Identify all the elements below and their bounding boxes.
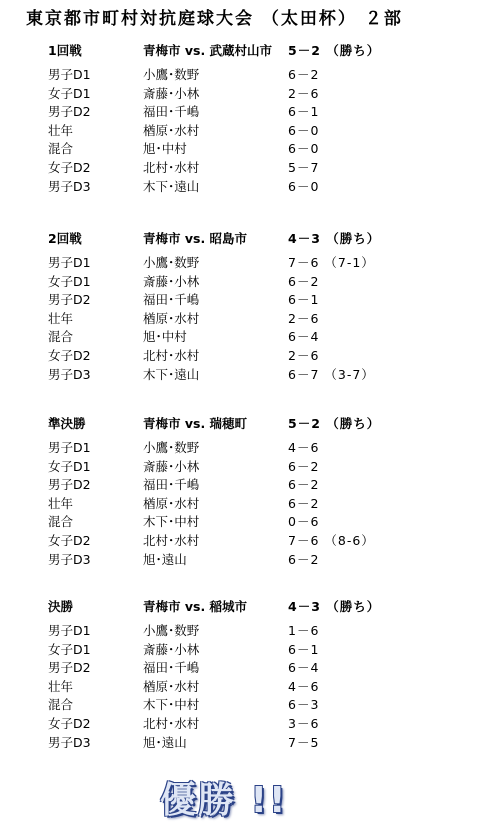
match-score: 6－1 xyxy=(288,104,320,120)
match-row xyxy=(48,178,488,197)
match-score: 3－6 xyxy=(288,715,320,731)
match-players: 楢原･水村 xyxy=(143,122,200,138)
match-category: 女子D2 xyxy=(48,532,91,548)
match-category: 男子D3 xyxy=(48,366,91,382)
match-row xyxy=(48,458,488,477)
match-players: 木下･遠山 xyxy=(143,178,200,194)
match-category: 男子D1 xyxy=(48,255,91,270)
match-category: 壮年 xyxy=(48,678,74,694)
round-result: 4－3 （勝ち） xyxy=(288,599,381,614)
match-category: 男子D2 xyxy=(48,660,91,676)
match-row xyxy=(48,476,488,495)
round-name: 決勝 xyxy=(48,599,74,614)
match-category: 男子D1 xyxy=(48,440,91,455)
match-players: 旭･中村 xyxy=(143,141,187,157)
page-title: 東京都市町村対抗庭球大会 （太田杯） ２部 xyxy=(26,9,403,29)
match-score: 6－0 xyxy=(288,178,320,194)
round-header xyxy=(48,228,488,250)
match-row xyxy=(48,678,488,697)
match-players: 小鷹･数野 xyxy=(143,440,200,455)
match-category: 男子D3 xyxy=(48,551,91,567)
match-players: 木下･中村 xyxy=(143,514,200,530)
match-players: 小鷹･数野 xyxy=(143,255,200,270)
match-row xyxy=(48,439,488,458)
match-row xyxy=(48,328,488,347)
round-section xyxy=(48,596,488,752)
match-players: 楢原･水村 xyxy=(143,495,200,511)
match-category: 男子D2 xyxy=(48,104,91,120)
match-players: 北村･水村 xyxy=(143,159,200,175)
match-category: 女子D1 xyxy=(48,458,91,474)
match-category: 混合 xyxy=(48,514,74,530)
match-players: 旭･中村 xyxy=(143,329,187,345)
match-row xyxy=(48,659,488,678)
match-score: 5－7 xyxy=(288,159,320,175)
match-row xyxy=(48,715,488,734)
match-row xyxy=(48,734,488,753)
match-players: 木下･中村 xyxy=(143,697,200,713)
match-score: 6－2 xyxy=(288,67,320,82)
match-players: 斎藤･小林 xyxy=(143,273,200,289)
round-result: 5－2 （勝ち） xyxy=(288,43,381,58)
match-score: 0－6 xyxy=(288,514,320,530)
match-row xyxy=(48,140,488,159)
match-score: 1－6 xyxy=(288,623,320,638)
match-row xyxy=(48,641,488,660)
match-score: 6－3 xyxy=(288,697,320,713)
match-row xyxy=(48,66,488,85)
match-category: 混合 xyxy=(48,329,74,345)
match-score: 7－5 xyxy=(288,734,320,750)
round-name: 1回戦 xyxy=(48,43,82,58)
round-header xyxy=(48,596,488,618)
match-score: 6－0 xyxy=(288,122,320,138)
match-players: 斎藤･小林 xyxy=(143,458,200,474)
match-row xyxy=(48,103,488,122)
match-score: 4－6 xyxy=(288,678,320,694)
match-score: 6－2 xyxy=(288,458,320,474)
match-score: 6－2 xyxy=(288,495,320,511)
match-players: 北村･水村 xyxy=(143,347,200,363)
round-section xyxy=(48,228,488,384)
match-category: 壮年 xyxy=(48,495,74,511)
round-header xyxy=(48,40,488,62)
match-category: 女子D2 xyxy=(48,715,91,731)
round-name: 準決勝 xyxy=(48,416,86,431)
match-score: 6－1 xyxy=(288,292,320,308)
match-category: 男子D2 xyxy=(48,477,91,493)
match-players: 木下･遠山 xyxy=(143,366,200,382)
round-matchup: 青梅市 vs. 瑞穂町 xyxy=(143,416,248,431)
match-score: 6－4 xyxy=(288,329,320,345)
match-players: 斎藤･小林 xyxy=(143,641,200,657)
match-players: 楢原･水村 xyxy=(143,678,200,694)
match-score: 6－2 xyxy=(288,273,320,289)
match-players: 北村･水村 xyxy=(143,532,200,548)
match-score: 7－6 （8-6） xyxy=(288,532,375,548)
round-result: 5－2 （勝ち） xyxy=(288,416,381,431)
match-players: 斎藤･小林 xyxy=(143,85,200,101)
match-score: 6－2 xyxy=(288,477,320,493)
match-row xyxy=(48,366,488,385)
match-category: 女子D1 xyxy=(48,85,91,101)
match-category: 女子D1 xyxy=(48,273,91,289)
match-players: 福田･千嶋 xyxy=(143,104,200,120)
match-score: 6－1 xyxy=(288,641,320,657)
match-category: 混合 xyxy=(48,141,74,157)
round-matchup: 青梅市 vs. 昭島市 xyxy=(143,231,248,246)
match-players: 小鷹･数野 xyxy=(143,67,200,82)
round-section xyxy=(48,413,488,569)
match-players: 福田･千嶋 xyxy=(143,292,200,308)
match-row xyxy=(48,159,488,178)
match-category: 女子D2 xyxy=(48,159,91,175)
match-score: 2－6 xyxy=(288,85,320,101)
match-row xyxy=(48,622,488,641)
match-category: 混合 xyxy=(48,697,74,713)
match-players: 小鷹･数野 xyxy=(143,623,200,638)
match-score: 2－6 xyxy=(288,347,320,363)
match-row xyxy=(48,551,488,570)
match-players: 旭･遠山 xyxy=(143,734,187,750)
round-result: 4－3 （勝ち） xyxy=(288,231,381,246)
round-name: 2回戦 xyxy=(48,231,82,246)
match-category: 壮年 xyxy=(48,122,74,138)
match-players: 福田･千嶋 xyxy=(143,660,200,676)
match-score: 6－7 （3-7） xyxy=(288,366,375,382)
match-score: 4－6 xyxy=(288,440,320,455)
match-score: 6－0 xyxy=(288,141,320,157)
match-category: 壮年 xyxy=(48,310,74,326)
match-row xyxy=(48,85,488,104)
round-section xyxy=(48,40,488,196)
match-score: 7－6 （7-1） xyxy=(288,255,375,270)
match-row xyxy=(48,347,488,366)
match-players: 福田･千嶋 xyxy=(143,477,200,493)
match-category: 男子D2 xyxy=(48,292,91,308)
match-category: 女子D1 xyxy=(48,641,91,657)
match-score: 6－2 xyxy=(288,551,320,567)
match-category: 男子D1 xyxy=(48,67,91,82)
match-players: 楢原･水村 xyxy=(143,310,200,326)
match-row xyxy=(48,254,488,273)
match-row xyxy=(48,696,488,715)
match-category: 男子D3 xyxy=(48,178,91,194)
match-category: 男子D1 xyxy=(48,623,91,638)
match-row xyxy=(48,273,488,292)
victory-banner: 優勝 !! xyxy=(160,780,288,821)
match-category: 女子D2 xyxy=(48,347,91,363)
match-players: 北村･水村 xyxy=(143,715,200,731)
round-header xyxy=(48,413,488,435)
match-row xyxy=(48,513,488,532)
match-score: 6－4 xyxy=(288,660,320,676)
match-row xyxy=(48,122,488,141)
match-row xyxy=(48,310,488,329)
match-row xyxy=(48,532,488,551)
match-players: 旭･遠山 xyxy=(143,551,187,567)
match-category: 男子D3 xyxy=(48,734,91,750)
round-matchup: 青梅市 vs. 稲城市 xyxy=(143,599,248,614)
match-score: 2－6 xyxy=(288,310,320,326)
round-matchup: 青梅市 vs. 武蔵村山市 xyxy=(143,43,273,58)
match-row xyxy=(48,495,488,514)
match-row xyxy=(48,291,488,310)
